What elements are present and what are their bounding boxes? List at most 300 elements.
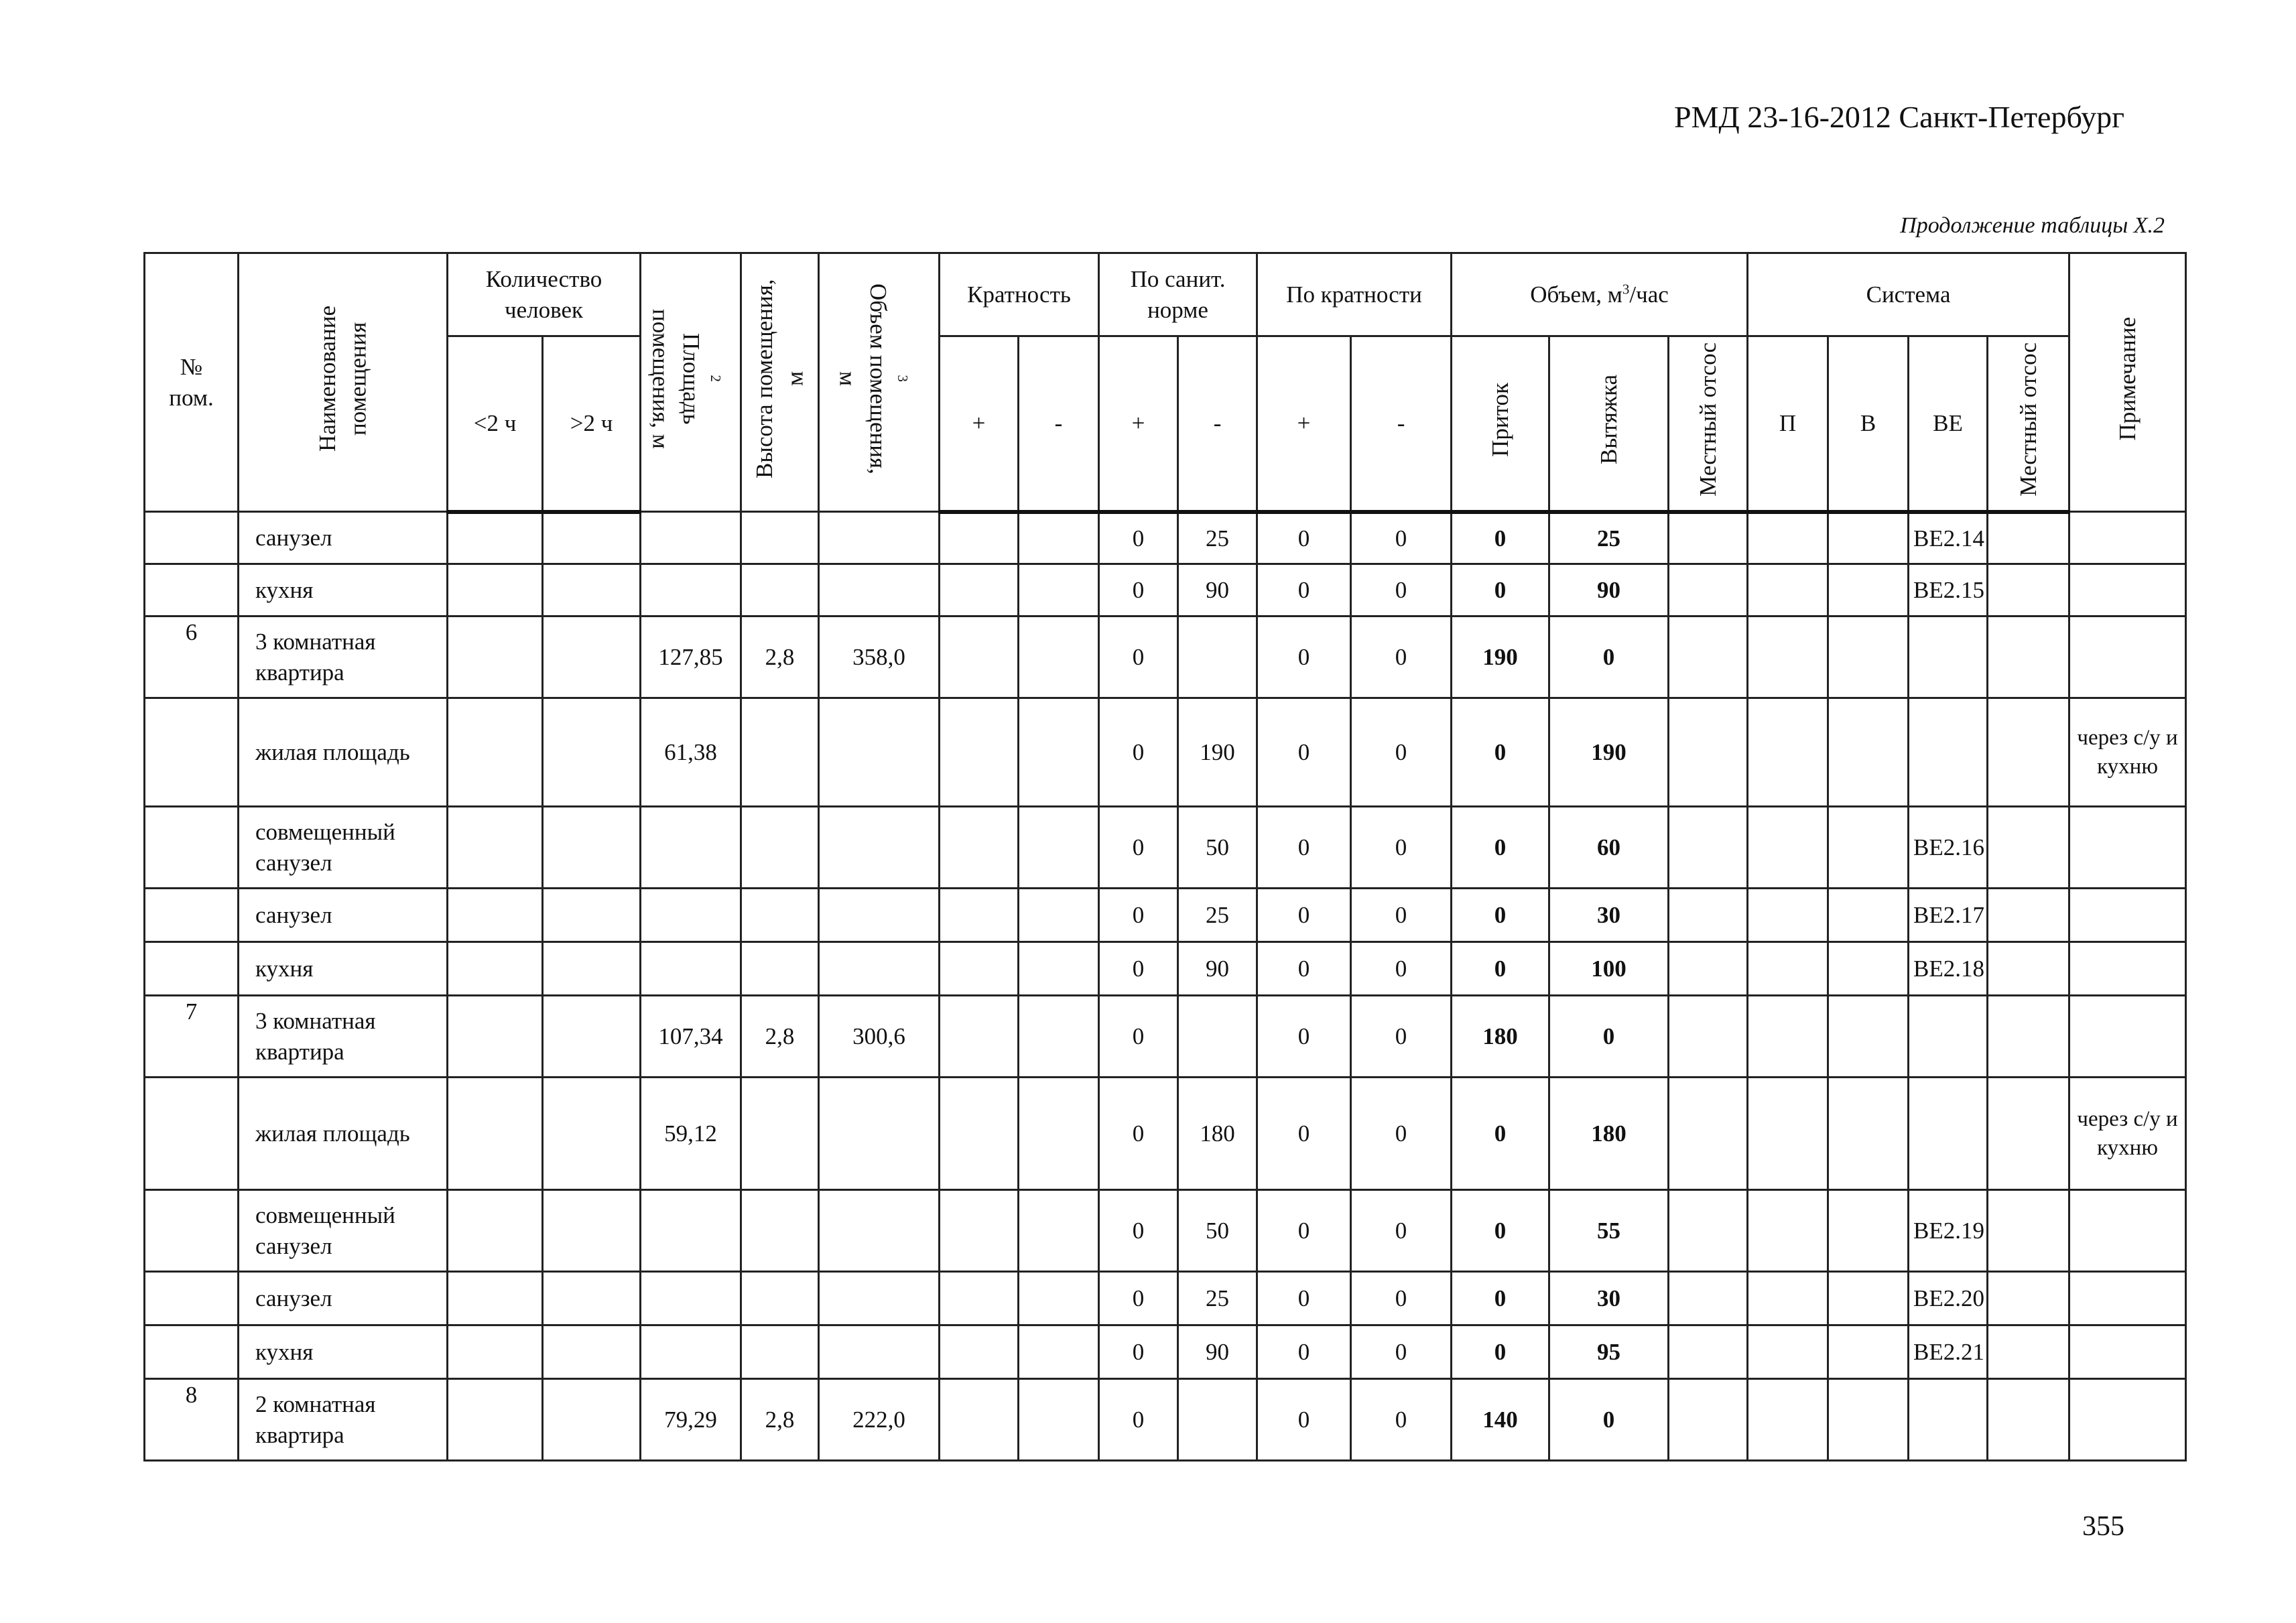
cell-people-lt2 [448,1379,543,1461]
cell-bymult-plus: 0 [1257,1272,1351,1325]
col-num: № пом. [145,253,239,512]
cell-system-ve: ВЕ2.16 [1909,807,1988,889]
cell-name: кухня [239,942,448,996]
cell-system-p [1748,1078,1828,1190]
cell-system-v [1828,1078,1909,1190]
cell-system-local [1988,889,2069,942]
cell-local-exhaust [1669,807,1748,889]
cell-people-gt2 [543,1379,641,1461]
cell-height: 2,8 [741,1379,819,1461]
cell-people-gt2 [543,1272,641,1325]
col-bymult-minus: - [1351,336,1452,512]
cell-san-plus: 0 [1099,942,1178,996]
cell-system-ve: ВЕ2.17 [1909,889,1988,942]
col-note: Примечание [2069,253,2186,512]
cell-system-local [1988,698,2069,807]
cell-height: 2,8 [741,616,819,698]
cell-people-gt2 [543,512,641,564]
cell-bymult-minus: 0 [1351,942,1452,996]
cell-san-minus: 90 [1178,942,1257,996]
col-people-group: Количество человек [448,253,641,336]
cell-system-p [1748,807,1828,889]
cell-name: жилая площадь [239,698,448,807]
table-row [145,512,2186,564]
cell-san-minus: 180 [1178,1078,1257,1190]
cell-height: 2,8 [741,996,819,1078]
cell-supply: 180 [1452,996,1549,1078]
cell-san-minus: 90 [1178,564,1257,616]
col-volume: Объем помещения, м 3 [819,253,940,512]
cell-system-v [1828,1272,1909,1325]
cell-mult-minus [1019,564,1099,616]
cell-local-exhaust [1669,512,1748,564]
cell-bymult-minus: 0 [1351,1379,1452,1461]
cell-height [741,1078,819,1190]
cell-system-p [1748,889,1828,942]
cell-local-exhaust [1669,1272,1748,1325]
cell-volume [819,1190,940,1272]
cell-san-plus: 0 [1099,1325,1178,1379]
cell-people-lt2 [448,698,543,807]
col-san-minus: - [1178,336,1257,512]
table-continuation-label: Продолжение таблицы Х.2 [1900,213,2165,238]
cell-mult-minus [1019,1325,1099,1379]
cell-exhaust: 30 [1549,1272,1669,1325]
col-system-ve: ВЕ [1909,336,1988,512]
cell-num [145,512,239,564]
cell-system-local [1988,807,2069,889]
cell-height [741,889,819,942]
cell-num: 8 [145,1379,239,1461]
cell-people-lt2 [448,616,543,698]
cell-mult-minus [1019,942,1099,996]
cell-san-minus: 90 [1178,1325,1257,1379]
cell-exhaust: 95 [1549,1325,1669,1379]
cell-local-exhaust [1669,698,1748,807]
cell-name: санузел [239,512,448,564]
cell-supply: 0 [1452,1078,1549,1190]
cell-bymult-plus: 0 [1257,616,1351,698]
col-system-group: Система [1748,253,2069,336]
cell-name: совмещенный санузел [239,807,448,889]
cell-bymult-minus: 0 [1351,1190,1452,1272]
cell-bymult-plus: 0 [1257,996,1351,1078]
ventilation-table [143,252,2187,1462]
cell-bymult-minus: 0 [1351,698,1452,807]
cell-system-local [1988,512,2069,564]
cell-mult-plus [940,1078,1019,1190]
cell-system-v [1828,1325,1909,1379]
table-row [145,698,2186,807]
cell-note [2069,1325,2186,1379]
cell-volume: 358,0 [819,616,940,698]
cell-mult-plus [940,564,1019,616]
cell-exhaust: 55 [1549,1190,1669,1272]
cell-bymult-minus: 0 [1351,807,1452,889]
table-row [145,1190,2186,1272]
cell-system-local [1988,616,2069,698]
cell-system-v [1828,512,1909,564]
col-people-gt2: >2 ч [543,336,641,512]
cell-num [145,1325,239,1379]
cell-note [2069,564,2186,616]
cell-system-v [1828,1190,1909,1272]
cell-supply: 0 [1452,1272,1549,1325]
cell-num [145,1078,239,1190]
col-sanitary-group: По санит. норме [1099,253,1257,336]
cell-exhaust: 0 [1549,616,1669,698]
cell-area: 61,38 [641,698,741,807]
cell-local-exhaust [1669,1078,1748,1190]
cell-volume [819,807,940,889]
cell-mult-plus [940,1190,1019,1272]
cell-system-ve: ВЕ2.19 [1909,1190,1988,1272]
table-row [145,564,2186,616]
cell-exhaust: 0 [1549,996,1669,1078]
cell-people-lt2 [448,996,543,1078]
cell-note: через с/у и кухню [2069,1078,2186,1190]
cell-san-minus: 25 [1178,889,1257,942]
cell-bymult-plus: 0 [1257,889,1351,942]
cell-mult-plus [940,942,1019,996]
cell-system-v [1828,698,1909,807]
cell-mult-plus [940,616,1019,698]
cell-name: совмещенный санузел [239,1190,448,1272]
cell-note [2069,996,2186,1078]
cell-san-minus: 190 [1178,698,1257,807]
cell-people-gt2 [543,807,641,889]
cell-num [145,1272,239,1325]
cell-height [741,942,819,996]
cell-people-lt2 [448,564,543,616]
cell-note [2069,512,2186,564]
cell-mult-plus [940,698,1019,807]
cell-mult-minus [1019,1078,1099,1190]
cell-system-ve [1909,698,1988,807]
col-height: Высота помещения, м [741,253,819,512]
cell-num [145,1190,239,1272]
cell-volume [819,698,940,807]
col-mult-minus: - [1019,336,1099,512]
cell-mult-plus [940,1379,1019,1461]
cell-system-ve: ВЕ2.14 [1909,512,1988,564]
col-exhaust: Вытяжка [1549,336,1669,512]
col-bymult-plus: + [1257,336,1351,512]
cell-volume [819,889,940,942]
cell-area: 127,85 [641,616,741,698]
cell-name: кухня [239,1325,448,1379]
cell-people-gt2 [543,564,641,616]
cell-exhaust: 25 [1549,512,1669,564]
cell-bymult-plus: 0 [1257,1078,1351,1190]
cell-name: санузел [239,1272,448,1325]
table-row [145,807,2186,889]
cell-area [641,807,741,889]
cell-note: через с/у и кухню [2069,698,2186,807]
col-local-exhaust: Местный отсос [1669,336,1748,512]
cell-bymult-minus: 0 [1351,564,1452,616]
cell-san-minus: 25 [1178,512,1257,564]
cell-area [641,512,741,564]
col-san-plus: + [1099,336,1178,512]
cell-system-ve [1909,616,1988,698]
cell-local-exhaust [1669,1190,1748,1272]
cell-area: 107,34 [641,996,741,1078]
page-number: 355 [2082,1511,2124,1542]
cell-local-exhaust [1669,616,1748,698]
cell-people-gt2 [543,996,641,1078]
cell-system-v [1828,996,1909,1078]
cell-people-gt2 [543,1325,641,1379]
cell-bymult-plus: 0 [1257,1379,1351,1461]
cell-volume [819,1078,940,1190]
cell-note [2069,616,2186,698]
cell-name: 3 комнатная квартира [239,616,448,698]
cell-bymult-minus: 0 [1351,512,1452,564]
cell-mult-minus [1019,512,1099,564]
table-row [145,1078,2186,1190]
cell-num [145,807,239,889]
cell-name: жилая площадь [239,1078,448,1190]
cell-exhaust: 180 [1549,1078,1669,1190]
cell-bymult-plus: 0 [1257,512,1351,564]
cell-exhaust: 100 [1549,942,1669,996]
col-system-local: Местный отсос [1988,336,2069,512]
cell-area [641,889,741,942]
cell-name: 3 комнатная квартира [239,996,448,1078]
cell-san-plus: 0 [1099,564,1178,616]
cell-exhaust: 30 [1549,889,1669,942]
cell-height [741,1190,819,1272]
cell-system-local [1988,1078,2069,1190]
cell-system-local [1988,996,2069,1078]
cell-mult-plus [940,512,1019,564]
cell-local-exhaust [1669,996,1748,1078]
cell-mult-plus [940,996,1019,1078]
cell-system-p [1748,1272,1828,1325]
table-row [145,1325,2186,1379]
cell-system-p [1748,1325,1828,1379]
cell-supply: 0 [1452,942,1549,996]
cell-name: кухня [239,564,448,616]
cell-supply: 140 [1452,1379,1549,1461]
cell-people-lt2 [448,1078,543,1190]
cell-system-ve [1909,1379,1988,1461]
cell-system-local [1988,1325,2069,1379]
cell-san-plus: 0 [1099,996,1178,1078]
cell-bymult-plus: 0 [1257,807,1351,889]
cell-height [741,1272,819,1325]
cell-bymult-minus: 0 [1351,889,1452,942]
cell-num [145,942,239,996]
cell-san-minus [1178,996,1257,1078]
cell-exhaust: 190 [1549,698,1669,807]
cell-bymult-plus: 0 [1257,1190,1351,1272]
cell-exhaust: 90 [1549,564,1669,616]
cell-system-v [1828,889,1909,942]
cell-volume [819,512,940,564]
table-row [145,1379,2186,1461]
cell-bymult-minus: 0 [1351,1325,1452,1379]
cell-supply: 0 [1452,1325,1549,1379]
cell-name: 2 комнатная квартира [239,1379,448,1461]
cell-san-minus [1178,616,1257,698]
cell-local-exhaust [1669,889,1748,942]
table-row [145,942,2186,996]
cell-volume [819,564,940,616]
cell-supply: 0 [1452,698,1549,807]
cell-local-exhaust [1669,564,1748,616]
cell-mult-minus [1019,698,1099,807]
cell-mult-plus [940,889,1019,942]
col-room-name: Наименование помещения [239,253,448,512]
cell-san-plus: 0 [1099,1078,1178,1190]
cell-system-p [1748,698,1828,807]
cell-volume: 222,0 [819,1379,940,1461]
cell-system-v [1828,1379,1909,1461]
document-title: РМД 23-16-2012 Санкт-Петербург [1673,100,2124,134]
cell-num: 7 [145,996,239,1078]
cell-system-p [1748,564,1828,616]
cell-mult-minus [1019,1272,1099,1325]
cell-san-plus: 0 [1099,807,1178,889]
cell-height [741,698,819,807]
table-row [145,889,2186,942]
cell-volume [819,1325,940,1379]
cell-num: 6 [145,616,239,698]
cell-mult-minus [1019,807,1099,889]
cell-note [2069,942,2186,996]
cell-note [2069,1190,2186,1272]
cell-system-p [1748,512,1828,564]
cell-supply: 0 [1452,564,1549,616]
cell-exhaust: 0 [1549,1379,1669,1461]
cell-area [641,1272,741,1325]
cell-mult-minus [1019,1190,1099,1272]
cell-height [741,807,819,889]
cell-area: 59,12 [641,1078,741,1190]
cell-people-lt2 [448,889,543,942]
cell-note [2069,807,2186,889]
col-by-multiplicity-group: По кратности [1257,253,1452,336]
cell-supply: 0 [1452,889,1549,942]
cell-system-local [1988,1379,2069,1461]
cell-exhaust: 60 [1549,807,1669,889]
col-system-v: В [1828,336,1909,512]
cell-system-v [1828,564,1909,616]
cell-bymult-minus: 0 [1351,1078,1452,1190]
cell-bymult-minus: 0 [1351,616,1452,698]
col-system-p: П [1748,336,1828,512]
cell-san-plus: 0 [1099,512,1178,564]
cell-mult-plus [940,1325,1019,1379]
cell-num [145,889,239,942]
cell-people-gt2 [543,698,641,807]
cell-system-p [1748,1190,1828,1272]
cell-area: 79,29 [641,1379,741,1461]
col-volume-per-hour-group: Объем, $м^3$/час [1452,253,1748,336]
cell-system-ve: ВЕ2.20 [1909,1272,1988,1325]
cell-local-exhaust [1669,1325,1748,1379]
col-people-lt2: <2 ч [448,336,543,512]
cell-san-plus: 0 [1099,889,1178,942]
cell-people-lt2 [448,807,543,889]
cell-note [2069,1272,2186,1325]
cell-area [641,1190,741,1272]
cell-people-lt2 [448,1190,543,1272]
cell-san-plus: 0 [1099,616,1178,698]
table-row [145,616,2186,698]
col-multiplicity-group: Кратность [940,253,1099,336]
cell-volume [819,1272,940,1325]
cell-system-v [1828,942,1909,996]
cell-people-lt2 [448,512,543,564]
cell-supply: 0 [1452,807,1549,889]
table-row [145,1272,2186,1325]
cell-supply: 0 [1452,512,1549,564]
cell-system-p [1748,942,1828,996]
cell-san-minus: 50 [1178,807,1257,889]
cell-system-ve: ВЕ2.21 [1909,1325,1988,1379]
cell-system-p [1748,1379,1828,1461]
cell-san-minus: 50 [1178,1190,1257,1272]
cell-height [741,1325,819,1379]
cell-mult-plus [940,807,1019,889]
cell-local-exhaust [1669,942,1748,996]
cell-san-minus [1178,1379,1257,1461]
cell-people-lt2 [448,1325,543,1379]
cell-bymult-plus: 0 [1257,942,1351,996]
col-supply: Приток [1452,336,1549,512]
cell-system-ve [1909,1078,1988,1190]
cell-name: санузел [239,889,448,942]
cell-note [2069,889,2186,942]
cell-num [145,564,239,616]
cell-system-local [1988,564,2069,616]
cell-volume [819,942,940,996]
cell-system-ve [1909,996,1988,1078]
cell-system-local [1988,942,2069,996]
cell-system-ve: ВЕ2.18 [1909,942,1988,996]
cell-people-lt2 [448,1272,543,1325]
cell-supply: 190 [1452,616,1549,698]
cell-system-ve: ВЕ2.15 [1909,564,1988,616]
cell-area [641,1325,741,1379]
cell-system-p [1748,616,1828,698]
cell-people-gt2 [543,616,641,698]
cell-volume: 300,6 [819,996,940,1078]
cell-san-plus: 0 [1099,698,1178,807]
cell-people-lt2 [448,942,543,996]
table-row [145,996,2186,1078]
cell-mult-minus [1019,996,1099,1078]
cell-system-p [1748,996,1828,1078]
cell-note [2069,1379,2186,1461]
cell-height [741,564,819,616]
col-area: Площадь помещения, м 2 [641,253,741,512]
cell-bymult-plus: 0 [1257,1325,1351,1379]
cell-san-plus: 0 [1099,1272,1178,1325]
cell-mult-minus [1019,1379,1099,1461]
cell-mult-minus [1019,616,1099,698]
cell-mult-minus [1019,889,1099,942]
cell-people-gt2 [543,1190,641,1272]
cell-bymult-plus: 0 [1257,564,1351,616]
col-mult-plus: + [940,336,1019,512]
cell-supply: 0 [1452,1190,1549,1272]
cell-people-gt2 [543,1078,641,1190]
cell-people-gt2 [543,942,641,996]
